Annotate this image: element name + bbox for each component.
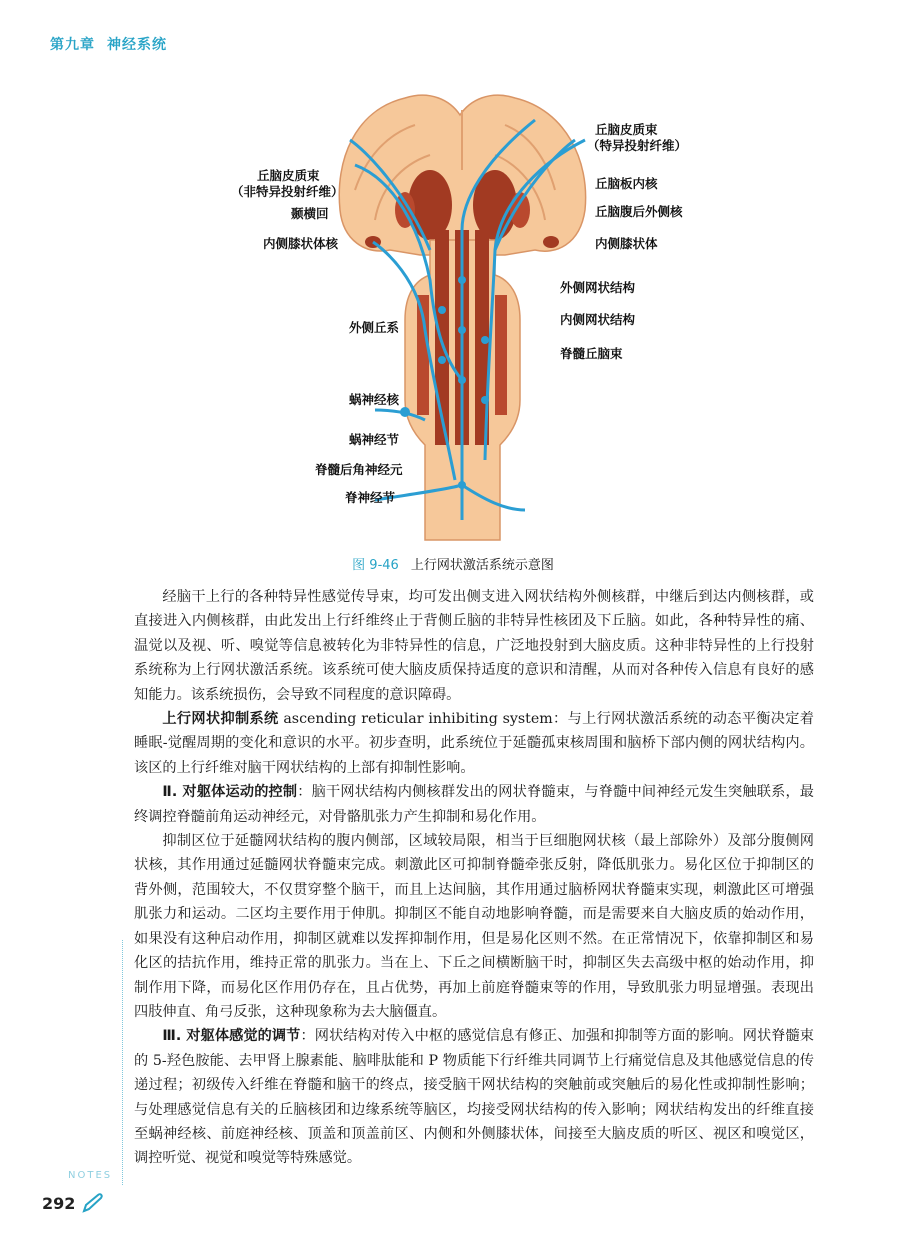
brainstem-figure (231, 80, 688, 550)
term-inhibiting-system: 上行网状抑制系统 (162, 711, 279, 728)
term-motor-control: Ⅱ. 对躯体运动的控制 (162, 784, 298, 801)
label-thal-cortex-nonspecific-sub: （非特异投射纤维） (231, 184, 344, 199)
paragraph-3 (134, 780, 814, 829)
chapter-title: 神经系统 (107, 37, 167, 53)
label-cochlear-ganglion: 蜗神经节 (349, 432, 400, 447)
caption-title: 上行网状激活系统示意图 (410, 558, 554, 573)
term-sensory-regulation: Ⅲ. 对躯体感觉的调节 (162, 1028, 301, 1045)
label-lateral-lemniscus: 外侧丘系 (349, 320, 400, 335)
paragraph-4: 抑制区位于延髓网状结构的腹内侧部，区域较局限，相当于巨细胞网状核（最上部除外）及部分腹侧网状核，其作用通过延髓网状脊髓束完成。刺激此区可抑制脊髓牵张反射，降低肌张力。易化区位于抑制区的背外侧，范围较大，不仅贯穿整个脑干，而且上达间脑，其作用通过脑桥网状脊髓束实现，刺激此区可增强肌张力和运动。二区均主要作用于伸肌。抑制区不能自动地影响脊髓，而是需要来自大脑皮质的始动作用，如果没有这种启动作用，抑制区就难以发挥抑制作用，但是易化区则不然。在正常情况下，依靠抑制区和易化区的拮抗作用，维持正常的肌张力。当在上、下丘之间横断脑干时，抑制区失去高级中枢的始动作用，抑制作用下降，而易化区作用仍存在，且占优势，再加上前庭脊髓束等的作用，导致肌张力明显增强。表现出四肢伸直、角弓反张，这种现象称为去大脑僵直。 (134, 833, 814, 1020)
label-thal-cortex-specific-sub: （特异投射纤维） (587, 138, 688, 153)
body-text (134, 585, 814, 1171)
paragraph-5-text: ：网状结构对传入中枢的感觉信息有修正、加强和抑制等方面的影响。网状脊髓束的 5-羟色胺能、去甲肾上腺素能、脑啡肽能和 P 物质能下行纤维共同调节上行痛觉信息及其他感觉信息的传递过程；初级传入纤维在脊髓和脑干的终点，接受脑干网状结构的突触前或突触后的易化性或抑制性影响；与处理感觉信息有关的丘脑核团和边缘系统等脑区，均接受网状结构的传入影响；网状结构发出的纤维直接至蜗神经核、前庭神经核、顶盖和顶盖前区、内侧和外侧膝状体，间接至大脑皮质的听区、视区和嗅觉区，调控听觉、视觉和嗅觉等特殊感觉。 (134, 1028, 814, 1167)
paragraph-5 (134, 1024, 814, 1170)
paragraph-2-text: ascending reticular inhibiting system：与上行网状激活系统的动态平衡决定着睡眠-觉醒周期的变化和意识的水平。初步查明，此系统位于延髓孤束核周围和脑桥下部内侧的网状结构内。该区的上行纤维对脑干网状结构的上部有抑制性影响。 (134, 711, 814, 776)
label-spinal-ganglion: 脊神经节 (345, 490, 396, 505)
label-heschl: 颞横回 (291, 206, 329, 221)
figure-caption (0, 554, 906, 573)
label-dorsal-horn: 脊髓后角神经元 (315, 462, 403, 477)
notes-margin-line (122, 940, 123, 1185)
label-lateral-rf: 外侧网状结构 (560, 280, 636, 295)
label-thal-cortex-specific: 丘脑皮质束 (595, 122, 658, 137)
pencil-icon (80, 1193, 106, 1215)
chapter-header (50, 34, 179, 54)
label-medial-rf: 内侧网状结构 (560, 312, 636, 327)
paragraph-1: 经脑干上行的各种特异性感觉传导束，均可发出侧支进入网状结构外侧核群，中继后到达内侧核群，或直接进入内侧核群，由此发出上行纤维终止于背侧丘脑的非特异性核团及下丘脑。如此，各种特异性的痛、温觉以及视、听、嗅觉等信息被转化为非特异性的信息，广泛地投射到大脑皮质。这种非特异性的上行投射系统称为上行网状激活系统。该系统可使大脑皮质保持适度的意识和清醒，从而对各种传入信息有良好的感知能力。该系统损伤，会导致不同程度的意识障碍。 (134, 589, 814, 703)
chapter-number: 第九章 (50, 37, 95, 53)
label-mgb: 内侧膝状体核 (263, 236, 339, 251)
label-cochlear-nucleus: 蜗神经核 (349, 392, 400, 407)
label-mgb-right: 内侧膝状体 (595, 236, 658, 251)
notes-label: NOTES (68, 1170, 113, 1181)
paragraph-2 (134, 707, 814, 780)
label-intralaminar: 丘脑板内核 (595, 176, 658, 191)
label-thal-cortex-nonspecific: 丘脑皮质束 (257, 168, 320, 183)
caption-number: 图 9-46 (352, 558, 399, 573)
label-spinothalamic: 脊髓丘脑束 (560, 346, 623, 361)
label-vpl: 丘脑腹后外侧核 (595, 204, 683, 219)
page-number: 292 (42, 1194, 76, 1213)
paragraph-3-text: ：脑干网状结构内侧核群发出的网状脊髓束，与脊髓中间神经元发生突触联系，最终调控脊髓前角运动神经元，对骨骼肌张力产生抑制和易化作用。 (134, 784, 814, 825)
